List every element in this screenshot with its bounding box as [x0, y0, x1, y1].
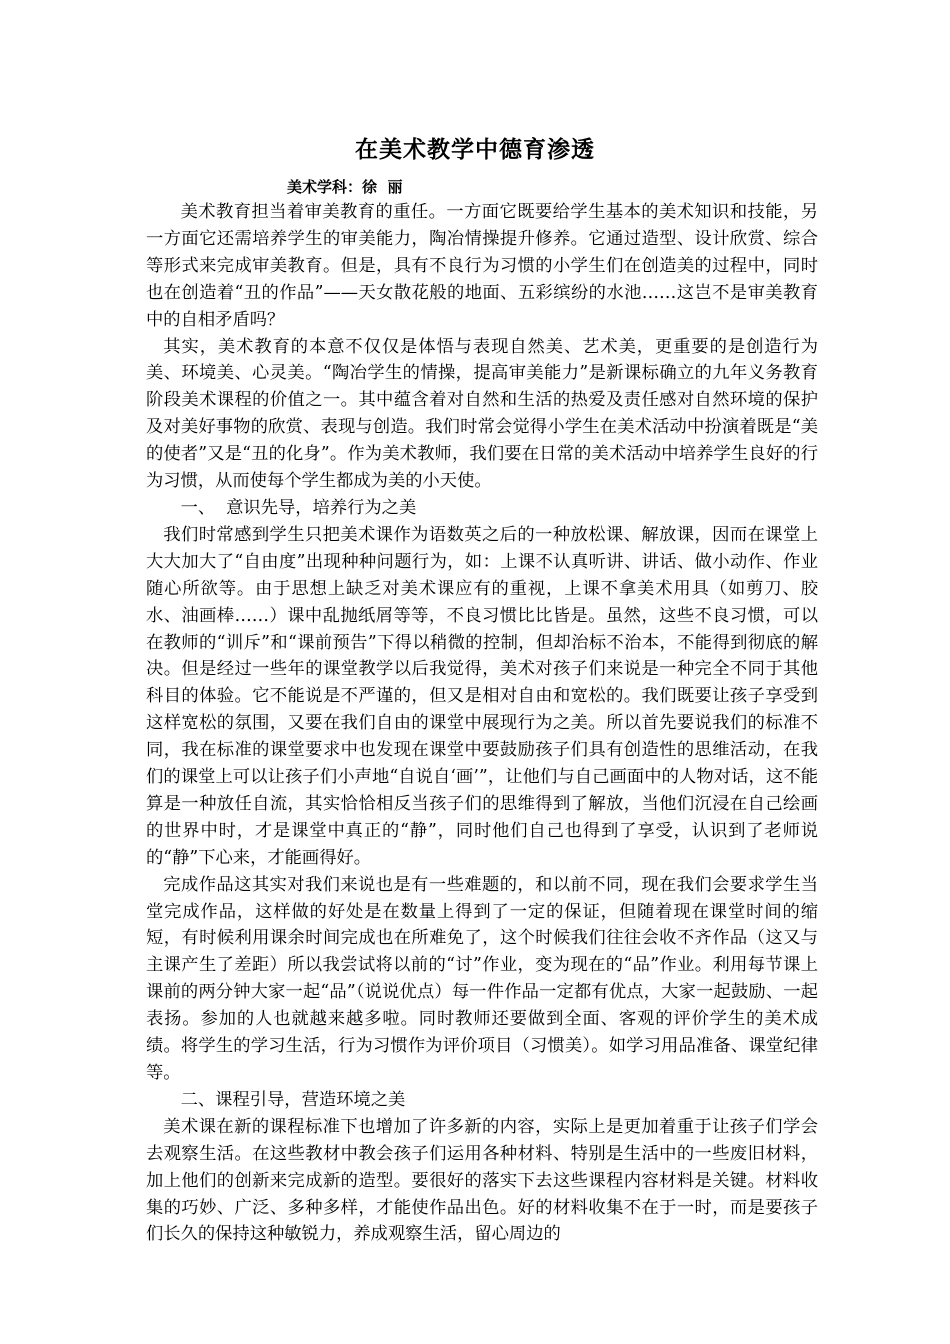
paragraph-essence: 其实，美术教育的本意不仅仅是体悟与表现自然美、艺术美，更重要的是创造行为美、环境美、心灵美。“陶冶学生的情操，提高审美能力”是新课标确立的九年义务教育阶段美术课程的价值之一。其中蕴含着对自然和生活的热爱及责任感对自然环境的保护及对美好事物的欣赏、表现与创造。我们时常会觉得小学生在美术活动中扮演着既是“美的使者”又是“丑的化身”。作为美术教师，我们要在日常的美术活动中培养学生良好的行为习惯，从而使每个学生都成为美的小天使。: [146, 336, 818, 492]
document-body: [146, 199, 818, 1248]
section-heading-2: 二、课程引导，营造环境之美: [180, 1089, 406, 1110]
paragraph-section-1-b: 完成作品这其实对我们来说也是有一些难题的，和以前不同，现在我们会要求学生当堂完成作品，这样做的好处是在数量上得到了一定的保证，但随着现在课堂时间的缩短，有时候利用课余时间完成也在所难免了，这个时候我们往往会收不齐作品（这又与主课产生了差距）所以我尝试将以前的“讨”作业，变为现在的“品”作业。利用每节课上课前的两分钟大家一起“品”（说说优点）每一件作品一定都有优点，大家一起鼓励、一起表扬。参加的人也就越来越多啦。同时教师还要做到全面、客观的评价学生的美术成绩。将学生的学习生活，行为习惯作为评价项目（习惯美）。如学习用品准备、课堂纪律等。: [146, 874, 818, 1083]
paragraph-section-2-a: 美术课在新的课程标准下也增加了许多新的内容，实际上是更加着重于让孩子们学会去观察生活。在这些教材中教会孩子们运用各种材料、特别是生活中的一些废旧材料，加上他们的创新来完成新的造型。要很好的落实下去这些课程内容材料是关键。材料收集的巧妙、广泛、多种多样，才能使作品出色。好的材料收集不在于一时，而是要孩子们长久的保持这种敏锐力，养成观察生活，留心周边的: [146, 1116, 818, 1245]
document-author: 美术学科：徐 丽: [287, 178, 403, 196]
document-title: 在美术教学中德育渗透: [355, 137, 595, 163]
section-heading-1: 一、 意识先导，培养行为之美: [180, 497, 417, 518]
paragraph-section-1-a: 我们时常感到学生只把美术课作为语数英之后的一种放松课、解放课，因而在课堂上大大加大了“自由度”出现种种问题行为，如：上课不认真听讲、讲话、做小动作、作业随心所欲等。由于思想上缺乏对美术课应有的重视，上课不拿美术用具（如剪刀、胶水、油画棒……）课中乱抛纸屑等等，不良习惯比比皆是。虽然，这些不良习惯，可以在教师的“训斥”和“课前预告”下得以稍微的控制，但却治标不治本，不能得到彻底的解决。但是经过一些年的课堂教学以后我觉得，美术对孩子们来说是一种完全不同于其他科目的体验。它不能说是不严谨的，但又是相对自由和宽松的。我们既要让孩子享受到这样宽松的氛围，又要在我们自由的课堂中展现行为之美。所以首先要说我们的标准不同，我在标准的课堂要求中也发现在课堂中要鼓励孩子们具有创造性的思维活动，在我们的课堂上可以让孩子们小声地“自说自‘画’”，让他们与自己画面中的人物对话，这不能算是一种放任自流，其实恰恰相反当孩子们的思维得到了解放，当他们沉浸在自己绘画的世界中时，才是课堂中真正的“静”，同时他们自己也得到了享受，认识到了老师说的“静”下心来，才能画得好。: [146, 524, 818, 868]
paragraph-intro: 美术教育担当着审美教育的重任。一方面它既要给学生基本的美术知识和技能，另一方面它还需培养学生的审美能力，陶冶情操提升修养。它通过造型、设计欣赏、综合等形式来完成审美教育。但是，具有不良行为习惯的小学生们在创造美的过程中，同时也在创造着“丑的作品”——天女散花般的地面、五彩缤纷的水池……这岂不是审美教育中的自相矛盾吗？: [146, 202, 818, 330]
